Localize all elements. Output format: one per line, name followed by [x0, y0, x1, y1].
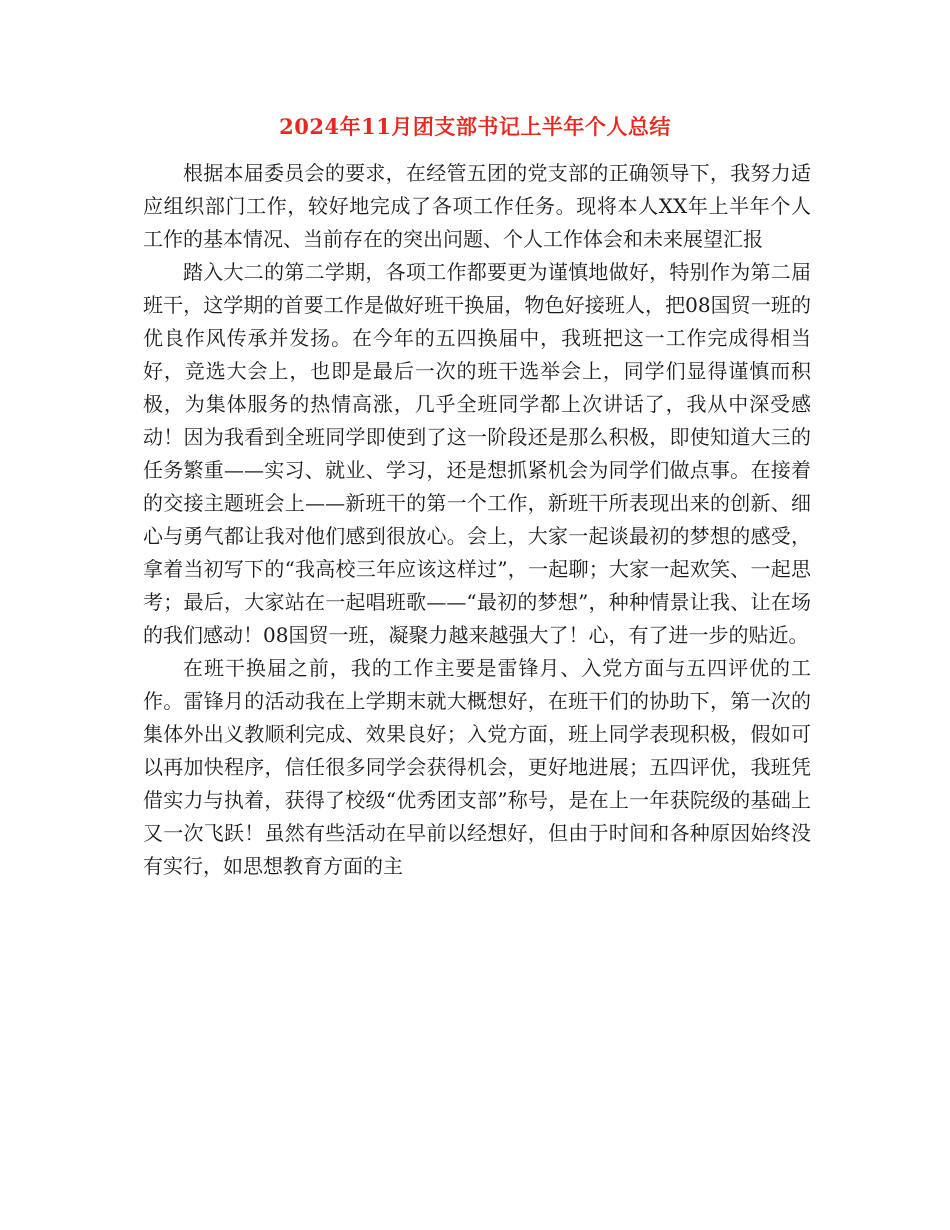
paragraph-work-activities: 在班干换届之前，我的工作主要是雷锋月、入党方面与五四评优的工作。雷锋月的活动我在上学期末就大概想好，在班干们的协助下，第一次的集体外出义教顺利完成、效果良好；入党方面，班上同学表现积极，假如可以再加快程序，信任很多同学会获得机会，更好地进展；五四评优，我班凭借实力与执着，获得了校级“优秀团支部”称号，是在上一年获院级的基础上又一次飞跃！虽然有些活动在早前以经想好，但由于时间和各种原因始终没有实行，如思想教育方面的主 [143, 656, 811, 878]
document-body [143, 157, 811, 883]
paragraph-class-transition: 踏入大二的第二学期，各项工作都要更为谨慎地做好，特别作为第二届班干，这学期的首要工作是做好班干换届，物色好接班人，把08国贸一班的优良作风传承并发扬。在今年的五四换届中，我班把这一工作完成得相当好，竞选大会上，也即是最后一次的班干选举会上，同学们显得谨慎而积极，为集体服务的热情高涨，几乎全班同学都上次讲话了，我从中深受感动！因为我看到全班同学即使到了这一阶段还是那么积极，即使知道大三的任务繁重——实习、就业、学习，还是想抓紧机会为同学们做点事。在接着的交接主题班会上——新班干的第一个工作，新班干所表现出来的创新、细心与勇气都让我对他们感到很放心。会上，大家一起谈最初的梦想的感受，拿着当初写下的“我高校三年应该这样过”，一起聊；大家一起欢笑、一起思考；最后，大家站在一起唱班歌——“最初的梦想”，种种情景让我、让在场的我们感动！08国贸一班，凝聚力越来越强大了！心，有了进一步的贴近。 [143, 260, 811, 647]
document-title: 2024年11月团支部书记上半年个人总结 [279, 114, 671, 139]
paragraph-intro: 根据本届委员会的要求，在经管五团的党支部的正确领导下，我努力适应组织部门工作，较好地完成了各项工作任务。现将本人XX年上半年个人工作的基本情况、当前存在的突出问题、个人工作体会和未来展望汇报 [143, 161, 811, 251]
